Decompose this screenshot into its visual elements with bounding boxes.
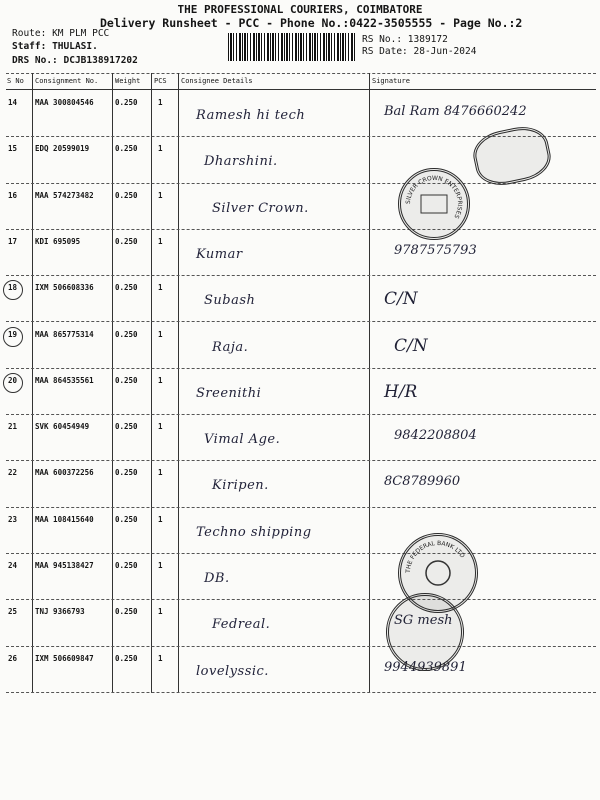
pcs-cell: 1 — [158, 375, 163, 385]
table-row — [6, 183, 596, 229]
runsheet-table — [6, 73, 596, 693]
rs-date-label: RS Date: — [362, 46, 408, 57]
table-row — [6, 275, 596, 321]
sno-cell: 22 — [8, 468, 18, 478]
sno-cell: 23 — [8, 514, 18, 524]
consignment-cell: MAA 945138427 — [35, 561, 94, 570]
consignee-handwriting: Kiripen. — [212, 478, 269, 494]
sno-cell: 17 — [8, 236, 18, 246]
consignee-handwriting: lovelyssic. — [196, 663, 269, 679]
sno-cell: 18 — [8, 283, 17, 292]
sno-cell: 21 — [8, 422, 18, 432]
rs-date-value: 28-Jun-2024 — [413, 46, 477, 57]
consignee-handwriting: Fedreal. — [212, 617, 271, 633]
weight-cell: 0.250 — [115, 653, 138, 663]
signature-handwriting: C/N — [384, 289, 418, 310]
signature-handwriting: SG mesh — [394, 613, 453, 629]
consignment-cell: IXM 506609847 — [35, 653, 94, 663]
weight-cell: 0.250 — [115, 283, 138, 293]
consignment-cell: MAA 865775314 — [35, 329, 94, 339]
sno-cell: 19 — [8, 330, 17, 339]
route-value: KM PLM PCC — [52, 28, 110, 39]
pcs-cell: 1 — [158, 561, 163, 570]
circle-mark — [3, 373, 23, 393]
silver-crown-stamp — [398, 168, 470, 240]
consignment-cell: IXM 506608336 — [35, 283, 94, 293]
pcs-cell: 1 — [158, 98, 163, 107]
weight-cell: 0.250 — [115, 144, 138, 154]
col-header-signature: Signature — [372, 77, 410, 85]
sno-cell: 26 — [8, 653, 18, 663]
table-row — [6, 646, 596, 692]
drs-value: DCJB138917202 — [63, 55, 138, 66]
drs-label: DRS No.: — [12, 55, 58, 66]
weight-cell: 0.250 — [115, 607, 138, 617]
rs-no-label: RS No.: — [362, 34, 403, 45]
svg-text:THE FEDERAL BANK LTD — [405, 540, 466, 574]
table-row — [6, 553, 596, 599]
consignee-handwriting: Subash — [204, 293, 256, 309]
col-header-sno: S No — [7, 77, 24, 85]
company-title: THE PROFESSIONAL COURIERS, COIMBATORE — [177, 3, 423, 16]
staff-value: THULASI. — [52, 41, 98, 52]
rs-no-line — [362, 34, 448, 45]
pcs-cell: 1 — [158, 329, 163, 339]
signature-handwriting: 8C8789960 — [384, 474, 461, 490]
bank-seal-stamp — [386, 593, 464, 671]
sno-cell: 24 — [8, 561, 18, 570]
signature-handwriting: C/N — [394, 335, 428, 356]
runsheet-subtitle: Delivery Runsheet - PCC - Phone No.:0422-3505555 - Page No.:2 — [100, 16, 523, 30]
table-row — [6, 414, 596, 460]
consignee-handwriting: Raja. — [212, 339, 249, 355]
pcs-cell: 1 — [158, 190, 163, 200]
consignment-cell: MAA 300804546 — [35, 98, 94, 107]
signature-handwriting: H/R — [384, 381, 418, 402]
consignment-cell: TNJ 9366793 — [35, 607, 85, 617]
weight-cell: 0.250 — [115, 514, 138, 524]
table-row — [6, 599, 596, 645]
staff-label: Staff: — [12, 41, 47, 52]
col-header-pcs: PCS — [154, 77, 167, 85]
table-row — [6, 507, 596, 553]
consignment-cell: MAA 108415640 — [35, 514, 94, 524]
consignee-handwriting: DB. — [204, 571, 230, 586]
rs-date-line — [362, 46, 476, 57]
table-row — [6, 460, 596, 506]
signature-handwriting: 9787575793 — [394, 242, 477, 258]
route-line — [12, 28, 109, 39]
consignment-cell: KDI 695095 — [35, 236, 81, 246]
col-header-consignment: Consignment No. — [35, 77, 99, 85]
weight-cell: 0.250 — [115, 236, 138, 246]
pcs-cell: 1 — [158, 514, 163, 524]
silver-crown-stamp-text: SILVER CROWN ENTERPRISES — [404, 174, 464, 220]
pcs-cell: 1 — [158, 468, 163, 478]
consignee-handwriting: Techno shipping — [196, 524, 312, 540]
weight-cell: 0.250 — [115, 468, 138, 478]
consignment-cell: MAA 574273482 — [35, 190, 94, 200]
table-row — [6, 322, 596, 368]
weight-cell: 0.250 — [115, 561, 138, 570]
pcs-cell: 1 — [158, 283, 163, 293]
circle-mark — [3, 327, 23, 347]
weight-cell: 0.250 — [115, 98, 138, 107]
weight-cell: 0.250 — [115, 190, 138, 200]
sno-cell: 15 — [8, 144, 18, 154]
row-divider — [6, 692, 596, 693]
consignee-handwriting: Dharshini. — [204, 154, 278, 170]
consignment-cell: SVK 60454949 — [35, 422, 90, 432]
consignee-handwriting: Sreenithi — [196, 385, 262, 401]
consignee-handwriting: Kumar — [196, 246, 243, 262]
pcs-cell: 1 — [158, 144, 163, 154]
consignee-handwriting: Silver Crown. — [212, 200, 309, 216]
consignment-cell: MAA 864535561 — [35, 375, 94, 385]
consignee-handwriting: Ramesh hi tech — [196, 108, 306, 123]
col-header-consignee: Consignee Details — [181, 77, 253, 85]
route-label: Route: — [12, 28, 47, 39]
signature-handwriting: 9944939891 — [384, 659, 467, 675]
sno-cell: 25 — [8, 607, 18, 617]
consignment-cell: MAA 600372256 — [35, 468, 94, 478]
pcs-cell: 1 — [158, 653, 163, 663]
drs-line — [12, 55, 138, 66]
weight-cell: 0.250 — [115, 329, 138, 339]
table-row — [6, 229, 596, 275]
consignment-cell: EDQ 20599019 — [35, 144, 90, 154]
federal-bank-stamp-text: THE FEDERAL BANK LTD — [404, 539, 466, 574]
pcs-cell: 1 — [158, 607, 163, 617]
rs-no-value: 1389172 — [407, 34, 448, 45]
sno-cell: 14 — [8, 98, 18, 107]
sno-cell: 16 — [8, 190, 18, 200]
signature-handwriting: 9842208804 — [394, 428, 477, 444]
weight-cell: 0.250 — [115, 422, 138, 432]
sno-cell: 20 — [8, 376, 17, 385]
barcode — [228, 33, 355, 61]
weight-cell: 0.250 — [115, 375, 138, 385]
consignee-handwriting: Vimal Age. — [204, 432, 281, 448]
col-header-weight: Weight — [115, 77, 141, 85]
circle-mark — [3, 280, 23, 300]
table-top-border — [6, 73, 596, 74]
table-row — [6, 368, 596, 414]
staff-line — [12, 41, 98, 52]
pcs-cell: 1 — [158, 236, 163, 246]
signature-handwriting: Bal Ram 8476660242 — [384, 104, 527, 119]
pcs-cell: 1 — [158, 422, 163, 432]
